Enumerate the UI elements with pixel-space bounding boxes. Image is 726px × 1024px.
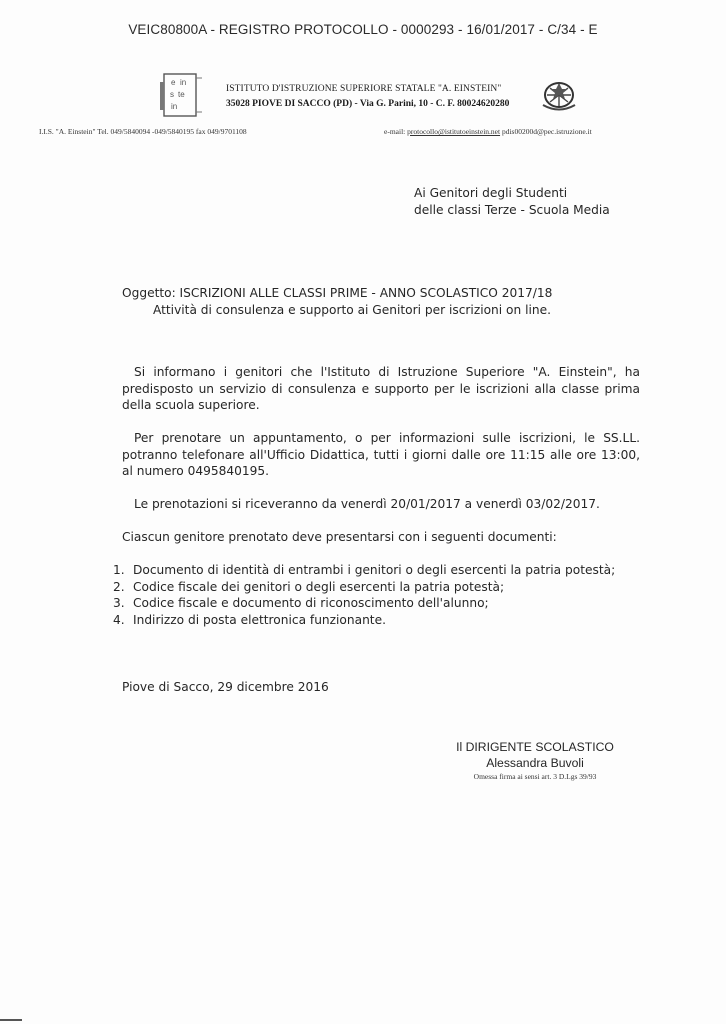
recipient-block bbox=[414, 185, 610, 218]
signature-name: Alessandra Buvoli bbox=[486, 756, 584, 770]
booking-dates: Le prenotazioni si riceveranno da venerdì 20/01/2017 a venerdì 03/02/2017. bbox=[134, 497, 600, 511]
paragraph-booking bbox=[122, 430, 640, 480]
paragraph-booking-text: Per prenotare un appuntamento, o per informazioni sulle iscrizioni, le SS.LL. potranno telefonare all'Ufficio Didattica, tutti i giorni dalle ore 11:15 alle ore 13:00, al numero 0495840195. bbox=[122, 431, 640, 478]
list-item: 1. Documento di identità di entrambi i genitori o degli esercenti la patria potestà; bbox=[113, 563, 616, 577]
protocol-stamp: VEIC80800A - REGISTRO PROTOCOLLO - 0000293 - 16/01/2017 - C/34 - E bbox=[128, 22, 598, 37]
contacts-email bbox=[384, 127, 592, 136]
list-item: 2. Codice fiscale dei genitori o degli esercenti la patria potestà; bbox=[113, 579, 505, 594]
paragraph-info bbox=[122, 364, 640, 414]
school-logo-icon bbox=[158, 70, 206, 120]
subject-line-2: Attività di consulenza e supporto ai Genitori per iscrizioni on line. bbox=[153, 302, 551, 317]
institute-name: ISTITUTO D'ISTRUZIONE SUPERIORE STATALE "A. EINSTEIN" bbox=[226, 84, 502, 94]
documents-intro: Ciascun genitore prenotato deve presentarsi con i seguenti documenti: bbox=[122, 530, 557, 544]
logo-letters-4: te bbox=[178, 90, 185, 99]
recipient-line-1: Ai Genitori degli Studenti bbox=[414, 186, 568, 200]
recipient-line-2: delle classi Terze - Scuola Media bbox=[414, 202, 610, 217]
email-label: e-mail: bbox=[384, 127, 406, 136]
logo-letters-2: in bbox=[180, 78, 187, 87]
logo-letters-3: s bbox=[170, 90, 174, 99]
subject-line-1: Oggetto: ISCRIZIONI ALLE CLASSI PRIME - ANNO SCOLASTICO 2017/18 bbox=[122, 286, 553, 300]
email-link[interactable]: protocollo@istitutoeinstein.net bbox=[407, 127, 501, 136]
documents-list bbox=[113, 562, 615, 628]
institute-header bbox=[226, 82, 509, 112]
signature-note: Omessa firma ai sensi art. 3 D.Lgs 39/93 bbox=[473, 772, 597, 781]
contacts-phone: I.I.S. "A. Einstein" Tel. 049/5840094 -049/5840195 fax 049/9701108 bbox=[39, 127, 247, 136]
list-item: 4. Indirizzo di posta elettronica funzionante. bbox=[113, 612, 386, 627]
signature-role: Il DIRIGENTE SCOLASTICO bbox=[456, 740, 614, 754]
scan-edge-mark bbox=[0, 1019, 22, 1021]
paragraph-info-text: Si informano i genitori che l'Istituto di Istruzione Superiore "A. Einstein", ha predisposto un servizio di consulenza e supporto per le iscrizioni alla classe prima della scuola superiore. bbox=[122, 365, 640, 412]
republic-emblem-icon bbox=[537, 78, 581, 114]
logo-letters-5: in bbox=[171, 102, 178, 111]
logo-letters-1: e bbox=[171, 78, 176, 87]
subject-block bbox=[122, 285, 552, 318]
institute-address: 35028 PIOVE DI SACCO (PD) - Via G. Parini, 10 - C. F. 80024620280 bbox=[226, 99, 510, 109]
place-date: Piove di Sacco, 29 dicembre 2016 bbox=[122, 680, 329, 694]
signature-block bbox=[440, 739, 630, 783]
pec-address: pdis00200d@pec.istruzione.it bbox=[501, 127, 592, 136]
list-item: 3. Codice fiscale e documento di riconoscimento dell'alunno; bbox=[113, 596, 489, 610]
